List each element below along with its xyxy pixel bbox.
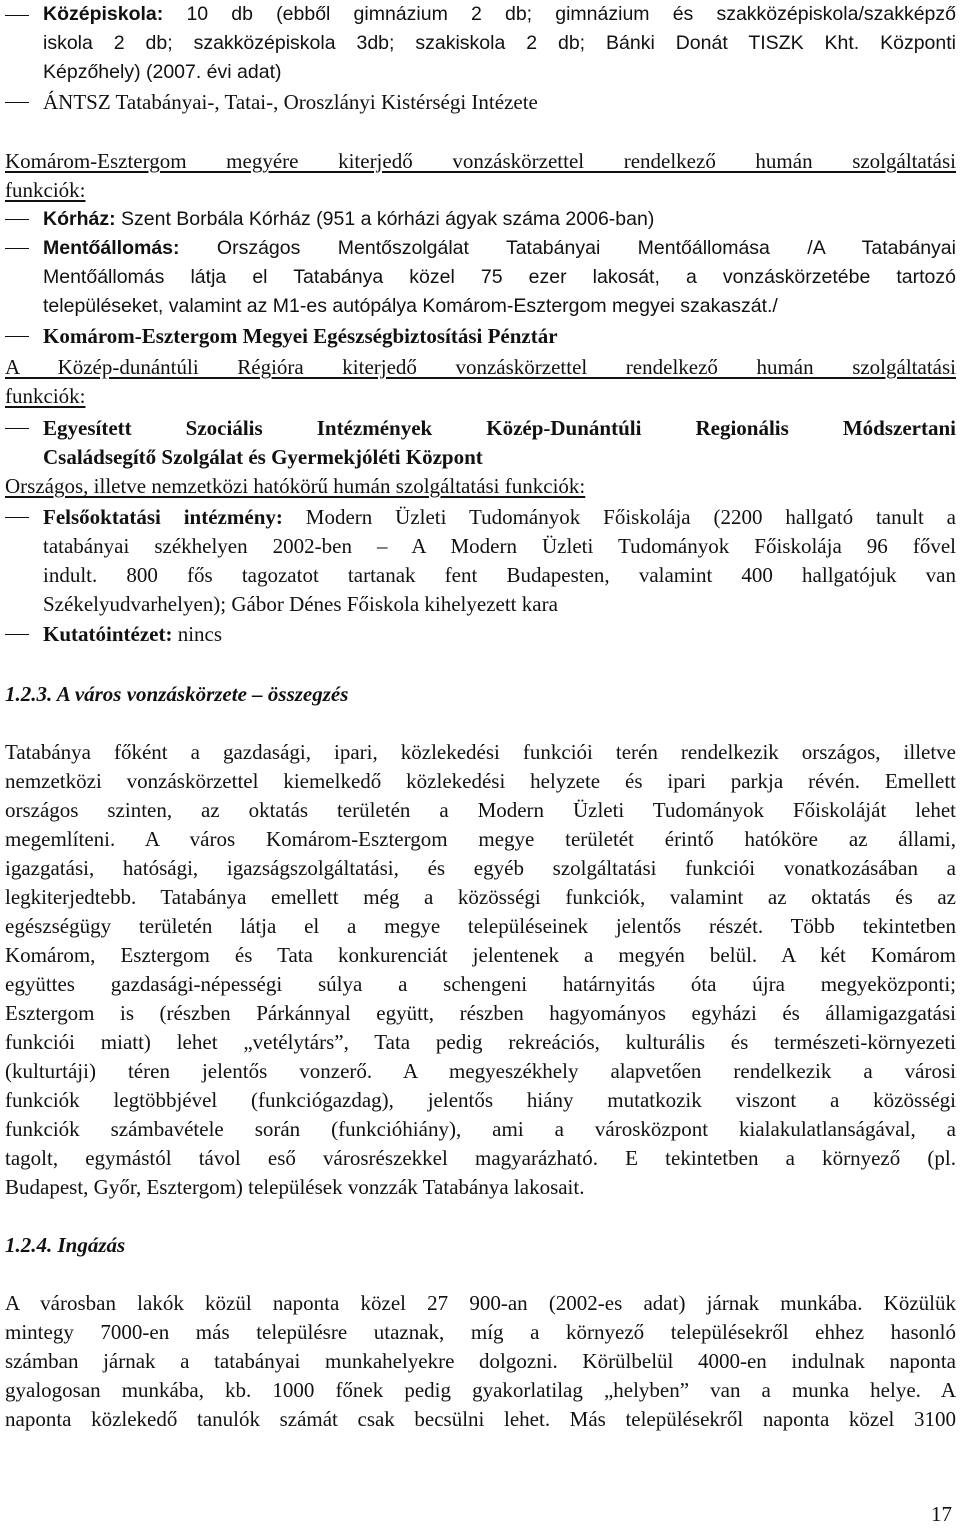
paragraph-line: Budapest, Győr, Esztergom) települések vonzzák Tatabánya lakosait. [5, 1175, 585, 1199]
section-title-1-2-3: 1.2.3. A város vonzáskörzete – összegzés [5, 682, 349, 706]
list-item-higher-education [43, 503, 956, 531]
page-number: 17 [931, 1502, 952, 1526]
list-dash [5, 517, 29, 518]
paragraph-line: Tatabánya főként a gazdasági, ipari, közlekedési funkciói terén rendelkezik országos, illetve [5, 740, 956, 764]
list-item-health-insurance: Komárom-Esztergom Megyei Egészségbiztosítási Pénztár [43, 324, 558, 348]
item-label: Mentőállomás: [43, 237, 180, 259]
paragraph-line: Esztergom is (részben Párkánnyal együtt, részben hagyományos egyházi és államigazgatási [5, 1001, 956, 1025]
list-item-hospital [43, 205, 654, 233]
section-heading: A Közép-dunántúli Régióra kiterjedő vonzáskörzettel rendelkező humán szolgáltatási [5, 355, 956, 379]
paragraph-line: igazgatási, hatósági, igazságszolgáltatási, és egyéb szolgáltatási funkciói vonatkozásában a [5, 856, 956, 880]
paragraph-line: gyalogosan munkába, kb. 1000 főnek pedig gyakorlatilag „helyben” van a munka helye. A [5, 1378, 956, 1402]
list-item-continuation: Mentőállomás látja el Tatabánya közel 75 ezer lakosát, a vonzáskörzetébe tartozó [43, 266, 956, 288]
paragraph-line: A városban lakók közül naponta közel 27 900-an (2002-es adat) járnak munkába. Közülük [5, 1291, 956, 1315]
item-label: Kutatóintézet: [43, 622, 173, 646]
list-dash [5, 219, 29, 220]
paragraph-line: országos szinten, az oktatás területén a Modern Üzleti Tudományok Főiskoláját lehet [5, 798, 956, 822]
paragraph-line: funkciók legtöbbjével (funkciógazdag), jelentős hiány mutatkozik viszont a közösségi [5, 1088, 956, 1112]
list-item-continuation: indult. 800 fős tagozatot tartanak fent Budapesten, valamint 400 hallgatójuk van [43, 563, 956, 587]
paragraph-line: legkiterjedtebb. Tatabánya emellett még a közösségi funkciók, valamint az oktatás és az [5, 885, 956, 909]
section-heading: Komárom-Esztergom megyére kiterjedő vonzáskörzettel rendelkező humán szolgáltatási [5, 149, 956, 173]
list-item-ambulance [43, 234, 956, 262]
item-label: Középiskola: [43, 3, 164, 25]
section-heading: funkciók: [5, 384, 86, 408]
list-item-continuation: tatabányai székhelyen 2002-ben – A Modern Üzleti Tudományok Főiskolája 96 fővel [43, 534, 956, 558]
item-text: Modern Üzleti Tudományok Főiskolája (2200 hallgató tanult a [305, 505, 957, 529]
paragraph-line: (kulturtáji) téren jelentős vonzerő. A megyeszékhely alapvetően rendelkezik a városi [5, 1059, 956, 1083]
list-dash [5, 336, 29, 337]
list-item-social-institutions: Egyesített Szociális Intézmények Közép-Dunántúli Regionális Módszertani [43, 416, 956, 440]
section-title-1-2-4: 1.2.4. Ingázás [5, 1233, 126, 1257]
list-dash [5, 634, 29, 635]
list-item-continuation: Képzőhely) (2007. évi adat) [43, 61, 282, 83]
paragraph-line: funkciói miatt) lehet „vetélytárs”, Tata pedig rekreációs, kulturális és természeti-környezeti [5, 1030, 956, 1054]
list-item-research [43, 620, 222, 648]
item-text: Országos Mentőszolgálat Tatabányai Mentőállomása /A Tatabányai [216, 237, 956, 259]
paragraph-line: funkciók számbavétele során (funkcióhiány), ami a városközpont kialakulatlanságával, a [5, 1117, 956, 1141]
item-text: Szent Borbála Kórház (951 a kórházi ágyak száma 2006-ban) [121, 208, 655, 230]
paragraph-line: egészségügy területén látja el a megye településeinek jelentős részét. Több tekintetben [5, 914, 956, 938]
section-heading: Országos, illetve nemzetközi hatókörű humán szolgáltatási funkciók: [5, 474, 586, 498]
paragraph-line: együttes gazdasági-népességi súlya a schengeni határnyitás óta újra megyeközponti; [5, 972, 956, 996]
list-dash [5, 15, 29, 16]
item-label: Felsőoktatási intézmény: [43, 505, 283, 529]
paragraph-line: nemzetközi vonzáskörzettel kiemelkedő közlekedési helyzete és ipari parkja révén. Emellett [5, 769, 956, 793]
paragraph-line: naponta közlekedő tanulók számát csak becsülni lehet. Más településekről naponta közel 3100 [5, 1407, 956, 1431]
list-item-secondary-schools [43, 0, 956, 28]
paragraph-line: tagolt, egymástól távol eső városrészekkel magyarázható. E tekintetben a környező (pl. [5, 1146, 956, 1170]
list-item-continuation: Székelyudvarhelyen); Gábor Dénes Főiskola kihelyezett kara [43, 592, 558, 616]
paragraph-line: számban járnak a tatabányai munkahelyekre dolgozni. Körülbelül 4000-en indulnak naponta [5, 1349, 956, 1373]
list-item-continuation: településeket, valamint az M1-es autópálya Komárom-Esztergom megyei szakaszát./ [43, 295, 778, 317]
list-dash [5, 428, 29, 429]
paragraph-line: megemlíteni. A város Komárom-Esztergom megye területét érintő hatóköre az állami, [5, 827, 956, 851]
list-item-antsz: ÁNTSZ Tatabányai-, Tatai-, Oroszlányi Kistérségi Intézete [43, 90, 538, 114]
item-text: 10 db (ebből gimnázium 2 db; gimnázium és szakközépiskola/szakképző [186, 3, 956, 25]
list-item-continuation: iskola 2 db; szakközépiskola 3db; szakiskola 2 db; Bánki Donát TISZK Kht. Központi [43, 32, 956, 54]
paragraph-line: Komárom, Esztergom és Tata konkurenciát jelentenek a megyén belül. A két Komárom [5, 943, 956, 967]
section-heading: funkciók: [5, 178, 86, 202]
paragraph-line: mintegy 7000-en más településre utaznak, míg a környező településekről ehhez hasonló [5, 1320, 956, 1344]
item-text: nincs [177, 622, 223, 646]
list-dash [5, 248, 29, 249]
list-dash [5, 102, 29, 103]
item-label: Kórház: [43, 208, 116, 230]
list-item-continuation: Családsegítő Szolgálat és Gyermekjóléti Központ [43, 445, 483, 469]
